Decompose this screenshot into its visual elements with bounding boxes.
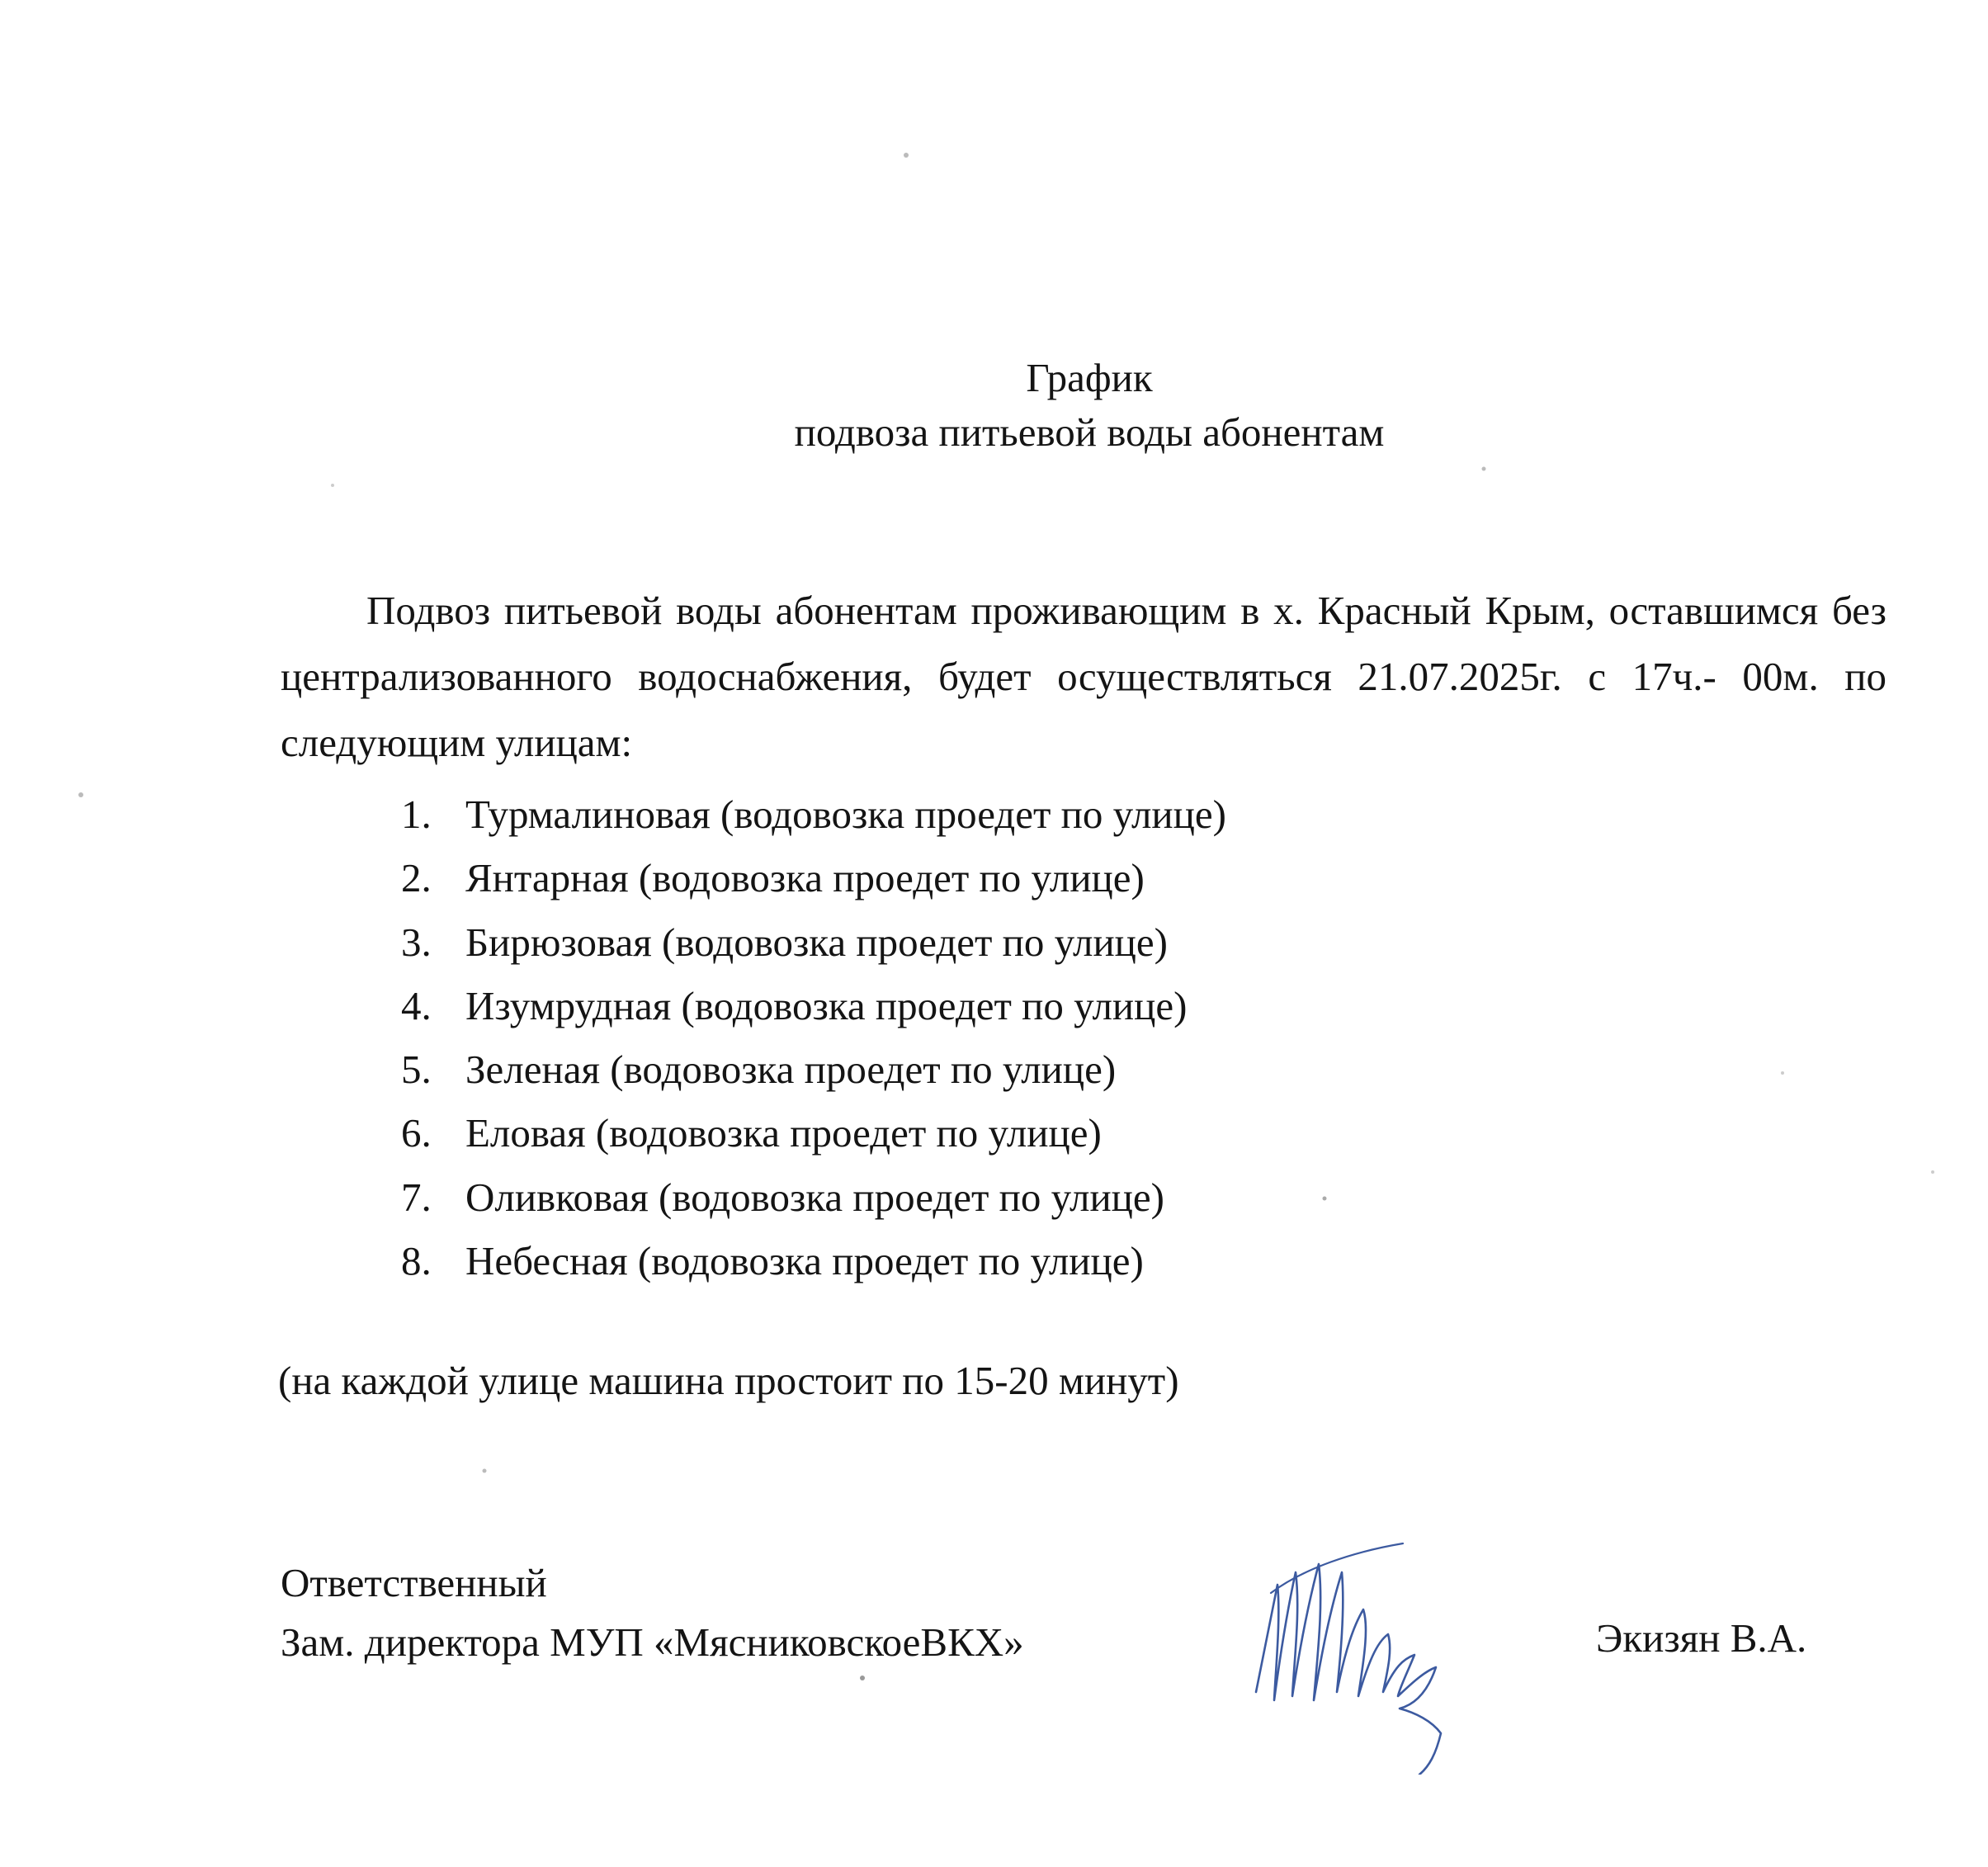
list-item	[401, 1165, 1226, 1229]
list-item-text: Янтарная (водовозка проедет по улице)	[465, 855, 1145, 901]
list-item-number: 5.	[401, 1047, 432, 1093]
list-item-number: 3.	[401, 919, 432, 965]
list-item	[401, 782, 1226, 846]
list-item	[401, 1037, 1226, 1101]
list-item-number: 2.	[401, 855, 432, 901]
signer-position: Зам. директора МУП «МясниковскоеВКХ»	[281, 1619, 1024, 1665]
list-item-number: 7.	[401, 1174, 432, 1220]
list-item-text: Оливковая (водовозка проедет по улице)	[465, 1174, 1164, 1220]
signer-role-label: Ответственный	[281, 1560, 547, 1605]
duration-note: (на каждой улице машина простоит по 15-20 минут)	[278, 1358, 1179, 1403]
list-item-text: Небесная (водовозка проедет по улице)	[465, 1238, 1144, 1284]
list-item-number: 8.	[401, 1238, 432, 1284]
signer-name: Экизян В.А.	[1596, 1615, 1807, 1661]
list-item-text: Еловая (водовозка проедет по улице)	[465, 1110, 1102, 1156]
document-title: График	[1026, 355, 1153, 400]
intro-paragraph: Подвоз питьевой воды абонентам проживающим в х. Красный Крым, оставшимся без централизованного водоснабжения, будет осуществляться 21.07.2025г. с 17ч.- 00м. по следующим улицам:	[281, 588, 1886, 765]
list-item-number: 4.	[401, 982, 432, 1028]
list-item	[401, 1101, 1226, 1165]
list-item-text: Изумрудная (водовозка проедет по улице)	[465, 982, 1188, 1028]
document-subtitle: подвоза питьевой воды абонентам	[794, 409, 1385, 455]
list-item	[401, 910, 1226, 974]
list-item	[401, 846, 1226, 910]
list-item	[401, 974, 1226, 1037]
list-item-text: Зеленая (водовозка проедет по улице)	[465, 1047, 1117, 1093]
list-item-number: 1.	[401, 792, 432, 837]
list-item-text: Турмалиновая (водовозка проедет по улице)	[465, 792, 1226, 837]
list-item-text: Бирюзовая (водовозка проедет по улице)	[465, 919, 1168, 965]
list-item	[401, 1229, 1226, 1293]
handwritten-signature	[1238, 1527, 1502, 1775]
street-list	[401, 782, 1226, 1293]
list-item-number: 6.	[401, 1110, 432, 1156]
